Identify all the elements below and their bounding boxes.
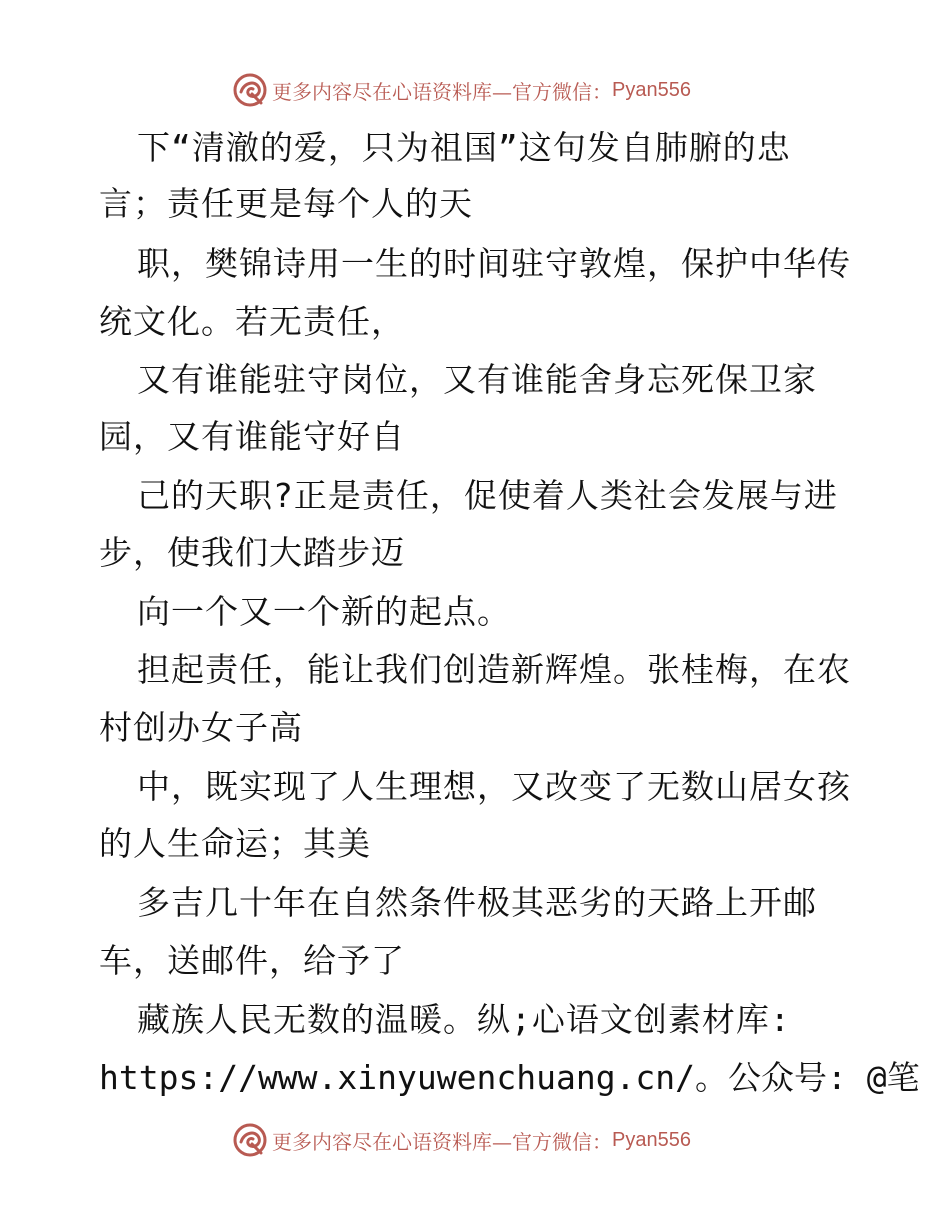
footer-watermark-banner xyxy=(232,1120,732,1160)
text-line: 职，樊锦诗用一生的时间驻守敦煌，保护中华传 xyxy=(137,244,851,283)
swirl-logo-icon xyxy=(232,72,268,108)
text-line: 中，既实现了人生理想，又改变了无数山居女孩 xyxy=(137,767,851,806)
text-line: 下“清澈的爱，只为祖国”这句发自肺腑的忠 xyxy=(137,128,791,167)
text-line: 藏族人民无数的温暖。纵;心语文创素材库: xyxy=(137,1000,791,1039)
text-line: 又有谁能驻守岗位，又有谁能舍身忘死保卫家 xyxy=(137,360,817,399)
text-line: 言；责任更是每个人的天 xyxy=(99,184,473,223)
text-line: 的人生命运；其美 xyxy=(99,824,371,863)
text-line: 车，送邮件，给予了 xyxy=(99,941,405,980)
footer-wechat-id: Pyan556 xyxy=(612,1128,691,1151)
footer-banner-text: 更多内容尽在心语资料库—官方微信： xyxy=(272,1129,612,1154)
text-line: 统文化。若无责任， xyxy=(99,302,405,341)
text-line: 步，使我们大踏步迈 xyxy=(99,533,405,572)
text-line-url: https://www.xinyuwenchuang.cn/。公众号: @笔 xyxy=(99,1058,920,1097)
text-line: 担起责任，能让我们创造新辉煌。张桂梅，在农 xyxy=(137,650,851,689)
text-line: 多吉几十年在自然条件极其恶劣的天路上开邮 xyxy=(137,883,817,922)
header-watermark-banner xyxy=(232,70,732,110)
text-line: 村创办女子高 xyxy=(99,708,303,747)
text-line: 己的天职?正是责任，促使着人类社会发展与进 xyxy=(137,476,838,515)
text-line: 向一个又一个新的起点。 xyxy=(137,592,511,631)
swirl-logo-icon xyxy=(232,1122,268,1158)
header-banner-text: 更多内容尽在心语资料库—官方微信： xyxy=(272,79,612,104)
text-line: 园，又有谁能守好自 xyxy=(99,417,405,456)
header-wechat-id: Pyan556 xyxy=(612,78,691,101)
